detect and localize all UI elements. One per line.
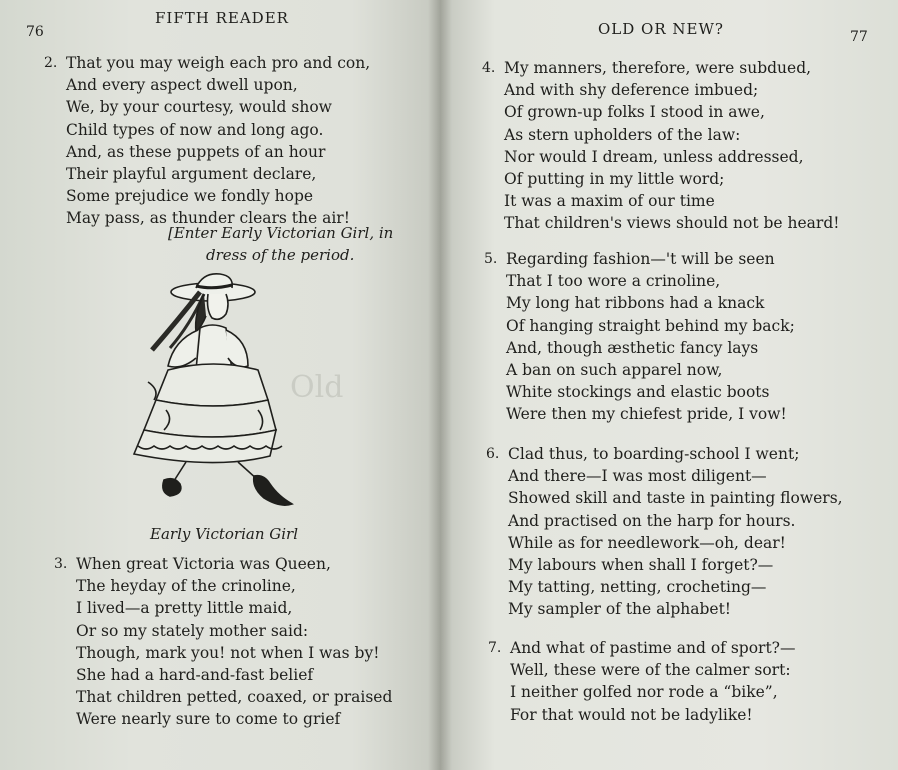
show-through-text: Old: [290, 370, 344, 405]
verse-line: When great Victoria was Queen,: [76, 555, 331, 573]
verse-line: We, by your courtesy, would show: [66, 98, 332, 117]
stanza-number: 4.: [482, 60, 496, 76]
verse-line: I neither golfed nor rode a “bike”,: [510, 683, 778, 702]
verse-line: That I too wore a crinoline,: [506, 272, 721, 291]
verse-line: Child types of now and long ago.: [66, 120, 324, 139]
verse-line: May pass, as thunder clears the air!: [66, 209, 350, 228]
verse-line: My long hat ribbons had a knack: [506, 294, 765, 313]
running-head-left: FIFTH READER: [155, 9, 289, 27]
verse-line: While as for needlework—oh, dear!: [508, 533, 786, 552]
verse-line: Of putting in my little word;: [504, 170, 725, 189]
stanza-5: [484, 248, 795, 426]
verse-line: Some prejudice we fondly hope: [66, 187, 314, 206]
verse-line: Of grown-up folks I stood in awe,: [504, 103, 765, 122]
verse-line: Clad thus, to boarding-school I went;: [508, 445, 800, 463]
stage-direction-line: dress of the period.: [206, 246, 355, 264]
verse-line: That children's views should not be heard!: [504, 214, 840, 233]
verse-line: And there—I was most diligent—: [508, 467, 767, 486]
verse-line: And, though æsthetic fancy lays: [506, 338, 759, 357]
stanza-2: [44, 52, 371, 230]
stanza-4: [482, 57, 840, 235]
right-page: [440, 0, 898, 770]
victorian-girl-illustration-icon: [108, 270, 308, 515]
stanza-number: 7.: [488, 640, 502, 656]
stanza-number: 3.: [54, 556, 68, 572]
verse-line: My sampler of the alphabet!: [508, 600, 732, 619]
verse-line: And every aspect dwell upon,: [66, 76, 298, 95]
verse-line: My manners, therefore, were subdued,: [504, 59, 812, 77]
stanza-number: 2.: [44, 55, 58, 71]
verse-line: The heyday of the crinoline,: [76, 577, 296, 596]
verse-line: My tatting, netting, crocheting—: [508, 578, 767, 597]
book-gutter: [428, 0, 452, 770]
running-head-right: OLD OR NEW?: [598, 20, 724, 38]
verse-line: For that would not be ladylike!: [510, 705, 753, 724]
verse-line: I lived—a pretty little maid,: [76, 599, 293, 618]
stanza-number: 6.: [486, 446, 500, 462]
verse-line: That you may weigh each pro and con,: [66, 54, 371, 72]
verse-line: Well, these were of the calmer sort:: [510, 661, 791, 680]
verse-line: Or so my stately mother said:: [76, 621, 309, 640]
verse-line: Their playful argument declare,: [66, 165, 317, 184]
verse-line: And what of pastime and of sport?—: [510, 639, 796, 657]
verse-line: And with shy deference imbued;: [504, 81, 759, 100]
left-page: [0, 0, 440, 770]
verse-line: It was a maxim of our time: [504, 192, 715, 211]
verse-line: A ban on such apparel now,: [506, 361, 723, 380]
verse-line: Showed skill and taste in painting flowers,: [508, 489, 843, 508]
verse-line: That children petted, coaxed, or praised: [76, 688, 393, 707]
verse-line: She had a hard-and-fast belief: [76, 666, 314, 685]
page-number-right: 77: [850, 29, 868, 45]
verse-line: Nor would I dream, unless addressed,: [504, 147, 804, 166]
stage-direction-line: [Enter Early Victorian Girl, in: [168, 224, 394, 242]
verse-line: As stern upholders of the law:: [504, 125, 741, 144]
verse-line: My labours when shall I forget?—: [508, 556, 774, 575]
verse-line: Were nearly sure to come to grief: [76, 710, 341, 729]
verse-line: And practised on the harp for hours.: [508, 511, 796, 530]
stanza-7: [488, 637, 796, 726]
stage-direction: [168, 222, 393, 266]
verse-line: White stockings and elastic boots: [506, 383, 770, 402]
verse-line: And, as these puppets of an hour: [66, 142, 326, 161]
verse-line: Though, mark you! not when I was by!: [76, 643, 380, 662]
illustration-caption: Early Victorian Girl: [150, 525, 299, 543]
stanza-number: 5.: [484, 251, 498, 267]
stanza-6: [486, 443, 843, 621]
stanza-3: [54, 553, 393, 731]
page-number-left: 76: [26, 24, 44, 40]
verse-line: Of hanging straight behind my back;: [506, 316, 795, 335]
verse-line: Were then my chiefest pride, I vow!: [506, 405, 787, 424]
verse-line: Regarding fashion—'t will be seen: [506, 250, 775, 268]
